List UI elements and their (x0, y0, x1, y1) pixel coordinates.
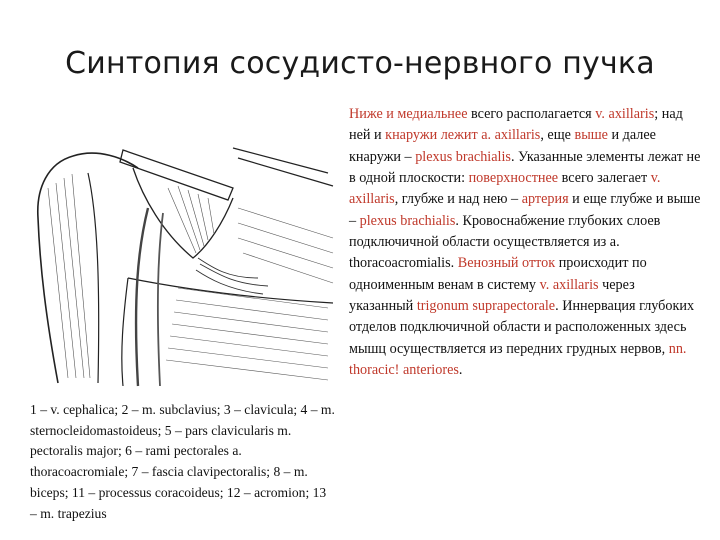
text-span: поверхностнее (468, 170, 559, 187)
figure-caption: 1 – v. cephalica; 2 – m. subclavius; 3 – clavicula; 4 – m. sternocleidomastoideus; 5 – pars clavicularis m. pectoralis major; 6 – rami pectorales a. thoracoacromiale; 7 – fascia clavipectoralis; 8 – m. biceps; 11 – processus coracoideus; 12 – acromion; 13 – m. trapezius (30, 402, 335, 521)
text-span: ; над ней и (349, 106, 683, 144)
anatomy-drawing (28, 128, 340, 390)
text-span: и еще глубже и выше – (349, 191, 701, 229)
text-span: . Иннервация глубоких отделов подключичной области и расположенных здесь мышц осуществляется из передних грудных нервов, (349, 298, 695, 357)
text-span: . Указанные элементы лежат не в одной плоскости: (349, 148, 701, 187)
text-span: plexus brachialis (359, 212, 456, 229)
text-span: v. axillaris (349, 170, 661, 208)
text-span: , глубже и над нею – (394, 191, 522, 208)
slide-title: Синтопия сосудисто-нервного пучка (65, 46, 655, 81)
text-span: plexus brachialis (415, 148, 511, 165)
text-span: , еще (540, 127, 575, 144)
text-span: выше (574, 127, 608, 144)
text-span: v. axillaris (539, 276, 599, 293)
text-span: всего располагается (467, 106, 596, 122)
text-span: происходит по одноименным венам в систему (349, 255, 647, 293)
text-span: через указанный (349, 276, 635, 315)
text-span: всего залегает (558, 170, 651, 187)
text-span: Ниже и медиальнее (349, 106, 468, 122)
anatomical-illustration (28, 128, 340, 390)
text-span: v. axillaris (595, 106, 655, 122)
text-span: Венозный отток (457, 255, 556, 272)
text-span: и далее кнаружи – (349, 127, 656, 165)
text-span: . Кровоснабжение глубоких слоев подключичной области осуществляется из a. thoracoacromialis. (349, 212, 661, 272)
text-span: артерия (521, 191, 569, 208)
body-text (349, 104, 701, 381)
text-span: . (458, 362, 463, 379)
text-span: trigonum suprapectorale (416, 298, 556, 315)
text-span: кнаружи лежит a. axillaris (385, 127, 541, 144)
text-span: nn. thoracic! anteriores (349, 340, 687, 379)
